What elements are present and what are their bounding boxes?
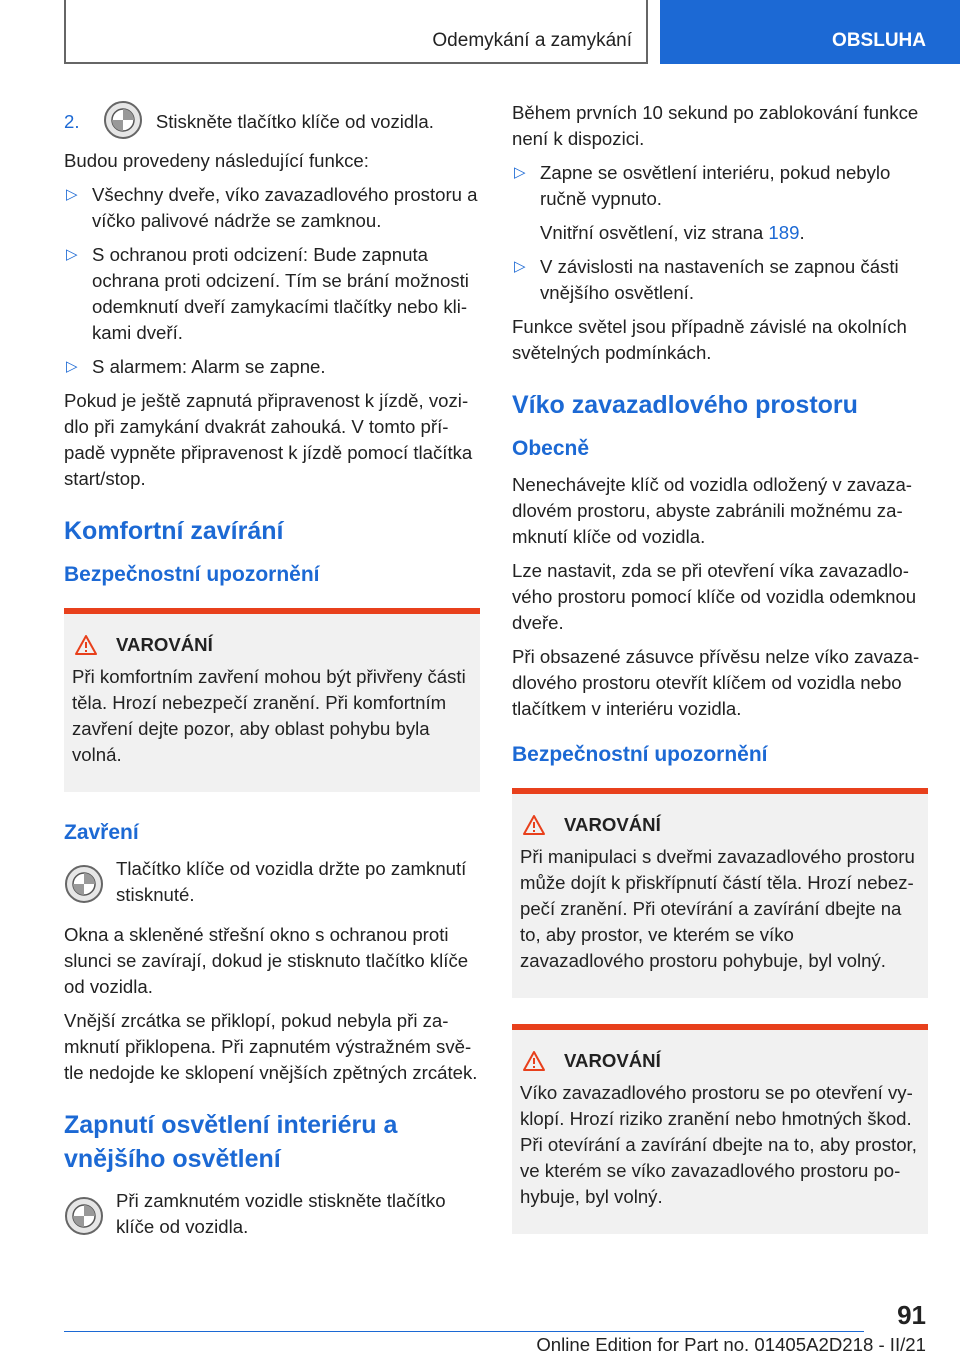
warning-title: VAROVÁNÍ	[564, 814, 661, 835]
list-item-text: V závislosti na nastaveních se zapnou části vnějšího osvětlení.	[540, 256, 899, 303]
lights-key-instruction	[64, 1188, 480, 1240]
lights-key-text: Při zamknutém vozidle stiskněte tlačítko klíče od vozidla.	[116, 1190, 446, 1237]
warning-title: VAROVÁNÍ	[564, 1050, 661, 1071]
heading-comfort-closing: Komfortní zavírání	[64, 517, 284, 545]
close-key-instruction	[64, 856, 480, 908]
list-item	[512, 160, 928, 246]
key-button-icon	[103, 100, 143, 140]
cross-reference-end: .	[799, 222, 805, 243]
warning-box	[512, 1024, 928, 1234]
warning-triangle-icon	[74, 634, 98, 656]
list-item-text: S alarmem: Alarm se zapne.	[92, 356, 326, 377]
list-item	[64, 182, 480, 234]
general-text-2: Lze nastavit, zda se při otevření víka zavazadlového prostoru pomocí klíče od vozidla odemknou dveře.	[512, 560, 917, 633]
closing-mirrors-text: Vnější zrcátka se přiklopí, pokud nebyla při zamknutí přiklopena. Při zapnutém výstražném světle nedojde ke sklopení vnějších zpětných zrcátek.	[64, 1010, 478, 1083]
close-key-text: Tlačítko klíče od vozidla držte po zamknutí stisknuté.	[116, 858, 467, 905]
bullet-triangle-icon: ▷	[514, 164, 526, 181]
general-text-3: Při obsazené zásuvce přívěsu nelze víko zavazadlového prostoru otevřít klíčem od vozidla nebo tlačítkem v interiéru vozidla.	[512, 646, 920, 719]
bullet-triangle-icon: ▷	[66, 246, 78, 263]
heading-safety: Bezpečnostní upozornění	[64, 563, 320, 586]
lights-intro: Během prvních 10 sekund po zablokování funkce není k dispozici.	[512, 102, 919, 149]
bullet-triangle-icon: ▷	[514, 258, 526, 275]
key-button-icon	[64, 864, 104, 904]
warning-triangle-icon	[522, 814, 546, 836]
list-item-text: Všechny dveře, víko zavazadlového prostoru a víčko palivové nádrže se zamknou.	[92, 184, 478, 231]
heading-trunk-lid: Víko zavazadlového prostoru	[512, 391, 858, 419]
heading-general: Obecně	[512, 437, 590, 460]
list-item	[64, 242, 480, 346]
warning-text: Víko zavazadlového prostoru se po otevření vyklopí. Hrozí riziko zranění nebo hmotných škod. Při otevírání a zavírání dbejte na to, aby prostor, ve kterém se víko zavazadlového prostoru pohybuje, byl volný.	[520, 1082, 917, 1207]
edition-footer: Online Edition for Part no. 01405A2D218 - II/21	[536, 1334, 926, 1355]
list-item-text: S ochranou proti odcizení: Bude zapnuta ochrana proti odcizení. Tím se brání možnosti odemknutí dveří zamykacími tlačítky nebo klikami dveří.	[92, 244, 469, 343]
heading-closing: Zavření	[64, 821, 139, 844]
general-text-1: Nenechávejte klíč od vozidla odložený v zavazadlovém prostoru, abyste zabránili možnému zamknutí klíče od vozidla.	[512, 474, 912, 547]
section-tab-label: OBSLUHA	[832, 30, 926, 51]
warning-header	[72, 632, 472, 658]
lights-dependency-text: Funkce světel jsou případně závislé na okolních světelných podmínkách.	[512, 316, 907, 363]
function-list	[64, 182, 480, 380]
lights-list	[512, 160, 928, 306]
cross-reference-text: Vnitřní osvětlení, viz strana	[540, 222, 764, 243]
section-tab	[660, 0, 960, 64]
footer-divider	[64, 1331, 864, 1332]
step-number: 2.	[64, 111, 80, 132]
cross-reference	[540, 220, 928, 246]
page-number: 91	[897, 1300, 926, 1330]
horn-note: Pokud je ještě zapnutá připravenost k jízdě, vozidlo při zamykání dvakrát zahouká. V tomto případě vypněte připravenost k jízdě pomocí tlačítka start/stop.	[64, 390, 473, 489]
bullet-triangle-icon: ▷	[66, 358, 78, 375]
step-2	[64, 100, 480, 140]
heading-safety: Bezpečnostní upozornění	[512, 743, 768, 766]
warning-header	[520, 1048, 920, 1074]
warning-text: Při manipulaci s dveřmi zavazadlového prostoru může dojít k přiskřípnutí částí těla. Hrozí nebezpečí zranění. Při otevírání a zavírání dbejte na to, aby prostor, ve kterém se víko zavazadlového prostoru pohybuje, byl volný.	[520, 846, 915, 971]
warning-header	[520, 812, 920, 838]
warning-box	[64, 608, 480, 792]
right-column	[512, 100, 928, 1260]
header-frame	[64, 0, 648, 64]
warning-triangle-icon	[522, 1050, 546, 1072]
list-item	[512, 254, 928, 306]
warning-box	[512, 788, 928, 998]
key-button-icon	[64, 1196, 104, 1236]
closing-windows-text: Okna a skleněné střešní okno s ochranou proti slunci se zavírají, dokud je stisknuto tlačítko klíče od vozidla.	[64, 924, 469, 997]
warning-title: VAROVÁNÍ	[116, 634, 213, 655]
heading-lights: Zapnutí osvětlení interiéru a vnějšího osvětlení	[64, 1111, 398, 1173]
functions-intro: Budou provedeny následující funkce:	[64, 150, 369, 171]
list-item	[64, 354, 480, 380]
page-link[interactable]: 189	[768, 222, 800, 243]
list-item-text: Zapne se osvětlení interiéru, pokud nebylo ručně vypnuto.	[540, 162, 891, 209]
step-text: Stiskněte tlačítko klíče od vozidla.	[155, 111, 434, 132]
header-title: Odemykání a zamykání	[432, 30, 632, 51]
warning-text: Při komfortním zavření mohou být přivřeny části těla. Hrozí nebezpečí zranění. Při komfortním zavření dejte pozor, aby oblast pohybu byla volná.	[72, 666, 466, 765]
left-column	[64, 100, 480, 1254]
bullet-triangle-icon: ▷	[66, 186, 78, 203]
